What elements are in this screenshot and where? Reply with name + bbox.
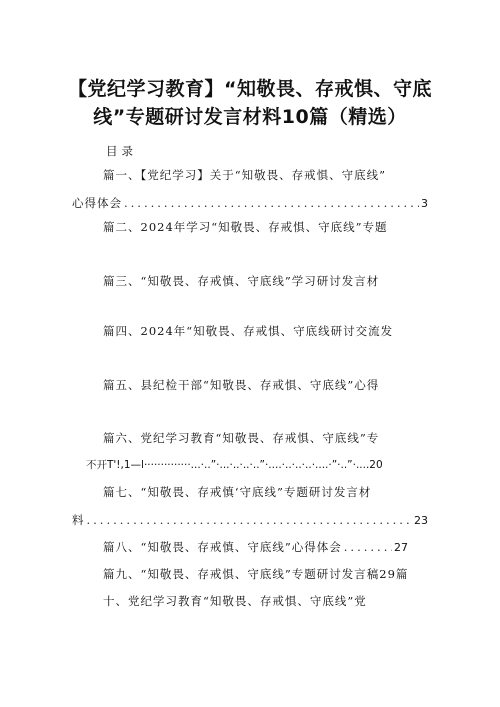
toc-entry-text: 料 (72, 513, 85, 527)
toc-leader-dots (87, 512, 413, 528)
toc-entry-text: 心得体会 (72, 196, 122, 210)
toc-entry-text: 篇八、“知敬畏、存戒慎、守底线”心得体会 (103, 540, 342, 554)
toc-entry-8[interactable] (103, 539, 408, 556)
toc-entry-2[interactable]: 篇二、2024年学习“知敬畏、存戒惧、守底线”专题 (103, 220, 388, 234)
toc-leader-dots (344, 539, 392, 555)
title-line-1: 【党纪学习教育】“知敬畏、存戒惧、守底 (68, 78, 432, 100)
toc-entry-9[interactable]: 篇九、“知敬畏、存戒惧、守底线”专题研讨发言稿29篇 (103, 567, 409, 581)
toc-entry-10[interactable]: 十、党纪学习教育“知敬畏、存戒惧、守底线”党 (103, 594, 367, 608)
toc-heading: 目录 (106, 144, 137, 158)
toc-leader-dots (124, 195, 419, 211)
toc-entry-1[interactable]: 篇一、【党纪学习】关于“知敬畏、存戒惧、守底线” (103, 168, 387, 182)
toc-entry-5[interactable]: 篇五、县纪检干部“知敬畏、存戒惧、守底线”心得 (103, 378, 380, 392)
toc-entry-6-continued[interactable]: 不开T'!,1—l··············...·..”·...·..·..·..”·....·..·..·..·....·”·..”·....20 (86, 459, 383, 471)
title-line-2: 线”专题研讨发言材料10篇（精选） (93, 106, 407, 128)
toc-entry-1-continued[interactable] (72, 195, 428, 212)
toc-entry-7-continued[interactable] (72, 512, 428, 529)
toc-entry-6[interactable]: 篇六、党纪学习教育“知敬畏、存戒惧、守底线”专 (103, 431, 380, 445)
toc-page-number: 27 (394, 541, 408, 554)
toc-entry-4[interactable]: 篇四、2024年“知敬畏、存戒惧、守底线研讨交流发 (103, 324, 394, 338)
toc-page-number: 23 (414, 514, 428, 527)
toc-entry-7[interactable]: 篇七、“知敬畏、存戒慎‘守底线”专题研讨发言材 (103, 485, 372, 499)
toc-entry-3[interactable]: 篇三、“知敬畏、存戒慎、守底线”学习研讨发言材 (103, 274, 380, 288)
toc-page-number: 3 (421, 197, 428, 210)
